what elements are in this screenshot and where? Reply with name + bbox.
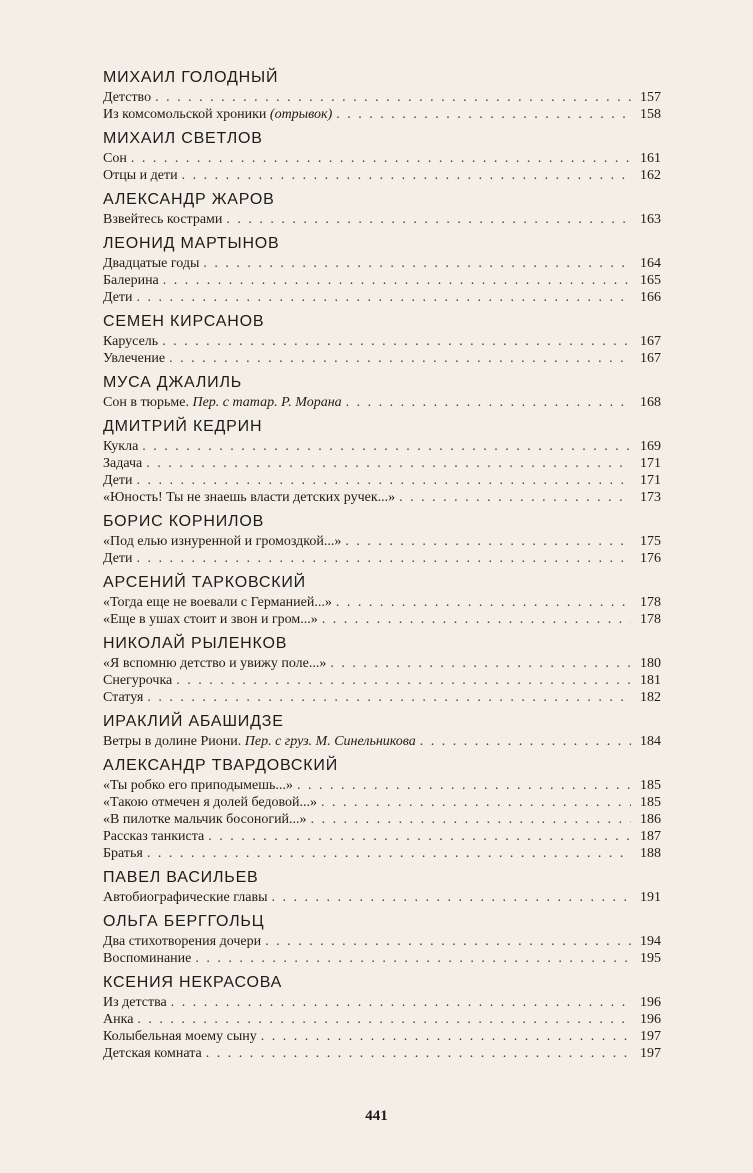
toc-entry[interactable]	[103, 950, 661, 967]
entry-title-text: Колыбельная моему сыну	[103, 1029, 257, 1044]
entry-title-text: Братья	[103, 846, 143, 861]
entry-title	[103, 289, 133, 306]
toc-section	[103, 68, 661, 123]
author-heading: АРСЕНИЙ ТАРКОВСКИЙ	[103, 574, 306, 591]
toc-section	[103, 756, 661, 862]
entry-title-text: Увлечение	[103, 351, 166, 366]
entry-title-text: Детская комната	[103, 1046, 202, 1061]
dot-leader	[261, 1028, 631, 1045]
dot-leader	[297, 777, 631, 794]
entry-title-text: Балерина	[103, 273, 159, 288]
toc-entry[interactable]	[103, 455, 661, 472]
dot-leader	[399, 489, 631, 506]
toc-entry[interactable]	[103, 777, 661, 794]
entry-title-text: «Такою отмечен я долей бедовой...»	[103, 795, 318, 810]
entry-title	[103, 845, 143, 862]
entry-title-text: Дети	[103, 551, 133, 566]
entry-title-text: Воспоминание	[103, 951, 192, 966]
toc-entry[interactable]	[103, 655, 661, 672]
entry-title	[103, 472, 133, 489]
author-heading: СЕМЕН КИРСАНОВ	[103, 313, 265, 330]
entry-title-text: Дети	[103, 473, 133, 488]
entry-page-number: 166	[640, 290, 661, 305]
entry-title	[103, 255, 199, 272]
dot-leader	[311, 811, 631, 828]
entry-title	[103, 950, 191, 967]
entry-title-text: Отцы и дети	[103, 168, 178, 183]
entry-page-number: 184	[640, 734, 661, 749]
toc-entry[interactable]	[103, 394, 661, 411]
dot-leader	[206, 1045, 631, 1062]
toc-entry[interactable]	[103, 472, 661, 489]
entry-page-number: 171	[640, 456, 661, 471]
toc-section	[103, 573, 661, 628]
entry-page-number: 169	[640, 439, 661, 454]
entry-page-number: 197	[640, 1029, 661, 1044]
dot-leader	[203, 255, 631, 272]
toc-entry[interactable]	[103, 689, 661, 706]
entry-note: (отрывок)	[269, 107, 333, 122]
entry-title-text: Два стихотворения дочери	[103, 934, 262, 949]
entry-title-text: «Тогда еще не воевали с Германией...»	[103, 595, 332, 610]
toc-entry[interactable]	[103, 272, 661, 289]
entry-title-text: Детство	[103, 90, 152, 105]
toc-entry[interactable]	[103, 889, 661, 906]
dot-leader	[137, 472, 631, 489]
toc-section	[103, 373, 661, 411]
entry-page-number: 168	[640, 395, 661, 410]
toc-section	[103, 973, 661, 1062]
toc-entry[interactable]	[103, 611, 661, 628]
toc-section	[103, 512, 661, 567]
entry-title	[103, 333, 158, 350]
author-heading: ДМИТРИЙ КЕДРИН	[103, 418, 263, 435]
toc-entry[interactable]	[103, 811, 661, 828]
entry-title-text: Задача	[103, 456, 143, 471]
toc-section	[103, 912, 661, 967]
toc-entry[interactable]	[103, 211, 661, 228]
dot-leader	[146, 455, 631, 472]
author-heading: МИХАИЛ СВЕТЛОВ	[103, 130, 263, 147]
toc-entry[interactable]	[103, 933, 661, 950]
author-heading: АЛЕКСАНДР ЖАРОВ	[103, 191, 275, 208]
entry-note: Пер. с груз. М. Синельникова	[244, 734, 416, 749]
dot-leader	[163, 272, 631, 289]
entry-title	[103, 489, 395, 506]
entry-title	[103, 889, 268, 906]
dot-leader	[182, 167, 631, 184]
toc-section	[103, 868, 661, 906]
toc-entry[interactable]	[103, 167, 661, 184]
toc-section	[103, 190, 661, 228]
entry-title	[103, 1011, 133, 1028]
toc-entry[interactable]	[103, 828, 661, 845]
entry-title	[103, 689, 143, 706]
toc-entry[interactable]	[103, 1045, 661, 1062]
entry-title-text: «Еще в ушах стоит и звон и гром...»	[103, 612, 318, 627]
toc-section	[103, 234, 661, 306]
table-of-contents	[103, 68, 661, 1068]
entry-title	[103, 272, 159, 289]
dot-leader	[162, 333, 631, 350]
entry-page-number: 186	[640, 812, 661, 827]
toc-entry[interactable]	[103, 994, 661, 1011]
entry-title-text: «Юность! Ты не знаешь власти детских ручек...»	[103, 490, 396, 505]
author-heading: КСЕНИЯ НЕКРАСОВА	[103, 974, 283, 991]
entry-title	[103, 106, 332, 123]
entry-page-number: 180	[640, 656, 661, 671]
entry-page-number: 162	[640, 168, 661, 183]
author-heading: МУСА ДЖАЛИЛЬ	[103, 374, 243, 391]
dot-leader	[345, 533, 631, 550]
toc-section	[103, 312, 661, 367]
entry-note: Пер. с татар. Р. Морана	[192, 395, 342, 410]
entry-page-number: 194	[640, 934, 661, 949]
author-heading: ПАВЕЛ ВАСИЛЬЕВ	[103, 869, 259, 886]
entry-page-number: 196	[640, 1012, 661, 1027]
entry-page-number: 163	[640, 212, 661, 227]
entry-title-text: «Ты робко его приподымешь...»	[103, 778, 293, 793]
dot-leader	[336, 594, 631, 611]
entry-page-number: 158	[640, 107, 661, 122]
entry-title	[103, 794, 317, 811]
toc-entry[interactable]	[103, 1011, 661, 1028]
dot-leader	[321, 794, 631, 811]
entry-page-number: 185	[640, 778, 661, 793]
entry-page-number: 176	[640, 551, 661, 566]
author-heading: БОРИС КОРНИЛОВ	[103, 513, 265, 530]
dot-leader	[346, 394, 631, 411]
entry-title-text: Автобиографические главы	[103, 890, 268, 905]
dot-leader	[322, 611, 631, 628]
dot-leader	[137, 550, 631, 567]
entry-title	[103, 594, 332, 611]
dot-leader	[147, 845, 631, 862]
toc-entry[interactable]	[103, 845, 661, 862]
entry-title-text: Карусель	[103, 334, 159, 349]
dot-leader	[330, 655, 631, 672]
entry-page-number: 187	[640, 829, 661, 844]
entry-page-number: 178	[640, 595, 661, 610]
dot-leader	[265, 933, 631, 950]
toc-entry[interactable]	[103, 106, 661, 123]
entry-page-number: 181	[640, 673, 661, 688]
dot-leader	[155, 89, 631, 106]
toc-entry[interactable]	[103, 333, 661, 350]
toc-entry[interactable]	[103, 672, 661, 689]
author-heading: ИРАКЛИЙ АБАШИДЗЕ	[103, 713, 284, 730]
entry-title	[103, 933, 261, 950]
entry-title	[103, 394, 342, 411]
entry-page-number: 161	[640, 151, 661, 166]
entry-page-number: 175	[640, 534, 661, 549]
entry-page-number: 157	[640, 90, 661, 105]
entry-title-text: «В пилотке мальчик босоногий...»	[103, 812, 307, 827]
entry-page-number: 185	[640, 795, 661, 810]
entry-title	[103, 655, 326, 672]
entry-title	[103, 455, 142, 472]
toc-section	[103, 712, 661, 750]
entry-title	[103, 994, 167, 1011]
dot-leader	[226, 211, 631, 228]
entry-title-text: Ветры в долине Риони.	[103, 734, 242, 749]
entry-title	[103, 733, 416, 750]
entry-title-text: Дети	[103, 290, 133, 305]
entry-page-number: 182	[640, 690, 661, 705]
dot-leader	[169, 350, 631, 367]
toc-section	[103, 417, 661, 506]
toc-entry[interactable]	[103, 733, 661, 750]
toc-entry[interactable]	[103, 438, 661, 455]
entry-title-text: «Я вспомню детство и увижу поле...»	[103, 656, 327, 671]
entry-title-text: Из комсомольской хроники	[103, 107, 267, 122]
entry-page-number: 167	[640, 334, 661, 349]
entry-page-number: 178	[640, 612, 661, 627]
author-heading: МИХАИЛ ГОЛОДНЫЙ	[103, 69, 279, 86]
author-heading: АЛЕКСАНДР ТВАРДОВСКИЙ	[103, 757, 339, 774]
entry-title-text: Статуя	[103, 690, 144, 705]
dot-leader	[171, 994, 631, 1011]
entry-title	[103, 550, 133, 567]
entry-title	[103, 350, 165, 367]
toc-entry[interactable]	[103, 794, 661, 811]
author-heading: ОЛЬГА БЕРГГОЛЬЦ	[103, 913, 265, 930]
dot-leader	[195, 950, 631, 967]
entry-title-text: Кукла	[103, 439, 139, 454]
entry-title	[103, 828, 204, 845]
toc-entry[interactable]	[103, 550, 661, 567]
entry-title-text: Сон в тюрьме.	[103, 395, 189, 410]
entry-title-text: Сон	[103, 151, 127, 166]
entry-page-number: 195	[640, 951, 661, 966]
toc-entry[interactable]	[103, 350, 661, 367]
entry-title	[103, 533, 341, 550]
entry-page-number: 173	[640, 490, 661, 505]
dot-leader	[137, 289, 631, 306]
entry-title-text: Анка	[103, 1012, 134, 1027]
entry-page-number: 191	[640, 890, 661, 905]
entry-page-number: 171	[640, 473, 661, 488]
toc-entry[interactable]	[103, 1028, 661, 1045]
author-heading: ЛЕОНИД МАРТЫНОВ	[103, 235, 280, 252]
entry-title	[103, 211, 222, 228]
entry-title	[103, 777, 293, 794]
entry-title	[103, 611, 318, 628]
dot-leader	[272, 889, 631, 906]
toc-entry[interactable]	[103, 289, 661, 306]
toc-entry[interactable]	[103, 533, 661, 550]
entry-page-number: 197	[640, 1046, 661, 1061]
dot-leader	[147, 689, 631, 706]
entry-title-text: Двадцатые годы	[103, 256, 200, 271]
dot-leader	[176, 672, 631, 689]
entry-page-number: 167	[640, 351, 661, 366]
dot-leader	[336, 106, 631, 123]
entry-page-number: 188	[640, 846, 661, 861]
entry-title	[103, 1045, 202, 1062]
entry-title	[103, 150, 127, 167]
dot-leader	[137, 1011, 631, 1028]
entry-title	[103, 811, 307, 828]
dot-leader	[420, 733, 631, 750]
toc-entry[interactable]	[103, 489, 661, 506]
entry-page-number: 196	[640, 995, 661, 1010]
dot-leader	[131, 150, 631, 167]
dot-leader	[142, 438, 631, 455]
entry-title-text: Из детства	[103, 995, 167, 1010]
entry-title	[103, 1028, 257, 1045]
entry-title	[103, 438, 138, 455]
dot-leader	[208, 828, 631, 845]
entry-title-text: Рассказ танкиста	[103, 829, 205, 844]
entry-title-text: Снегурочка	[103, 673, 173, 688]
toc-entry[interactable]	[103, 150, 661, 167]
toc-section	[103, 129, 661, 184]
entry-title	[103, 672, 172, 689]
entry-page-number: 165	[640, 273, 661, 288]
entry-title	[103, 167, 178, 184]
toc-entry[interactable]	[103, 255, 661, 272]
author-heading: НИКОЛАЙ РЫЛЕНКОВ	[103, 635, 288, 652]
toc-entry[interactable]	[103, 594, 661, 611]
entry-title-text: «Под елью изнуренной и громоздкой...»	[103, 534, 342, 549]
toc-section	[103, 634, 661, 706]
toc-entry[interactable]	[103, 89, 661, 106]
page-number: 441	[365, 1108, 388, 1124]
entry-title	[103, 89, 151, 106]
entry-page-number: 164	[640, 256, 661, 271]
entry-title-text: Взвейтесь кострами	[103, 212, 223, 227]
